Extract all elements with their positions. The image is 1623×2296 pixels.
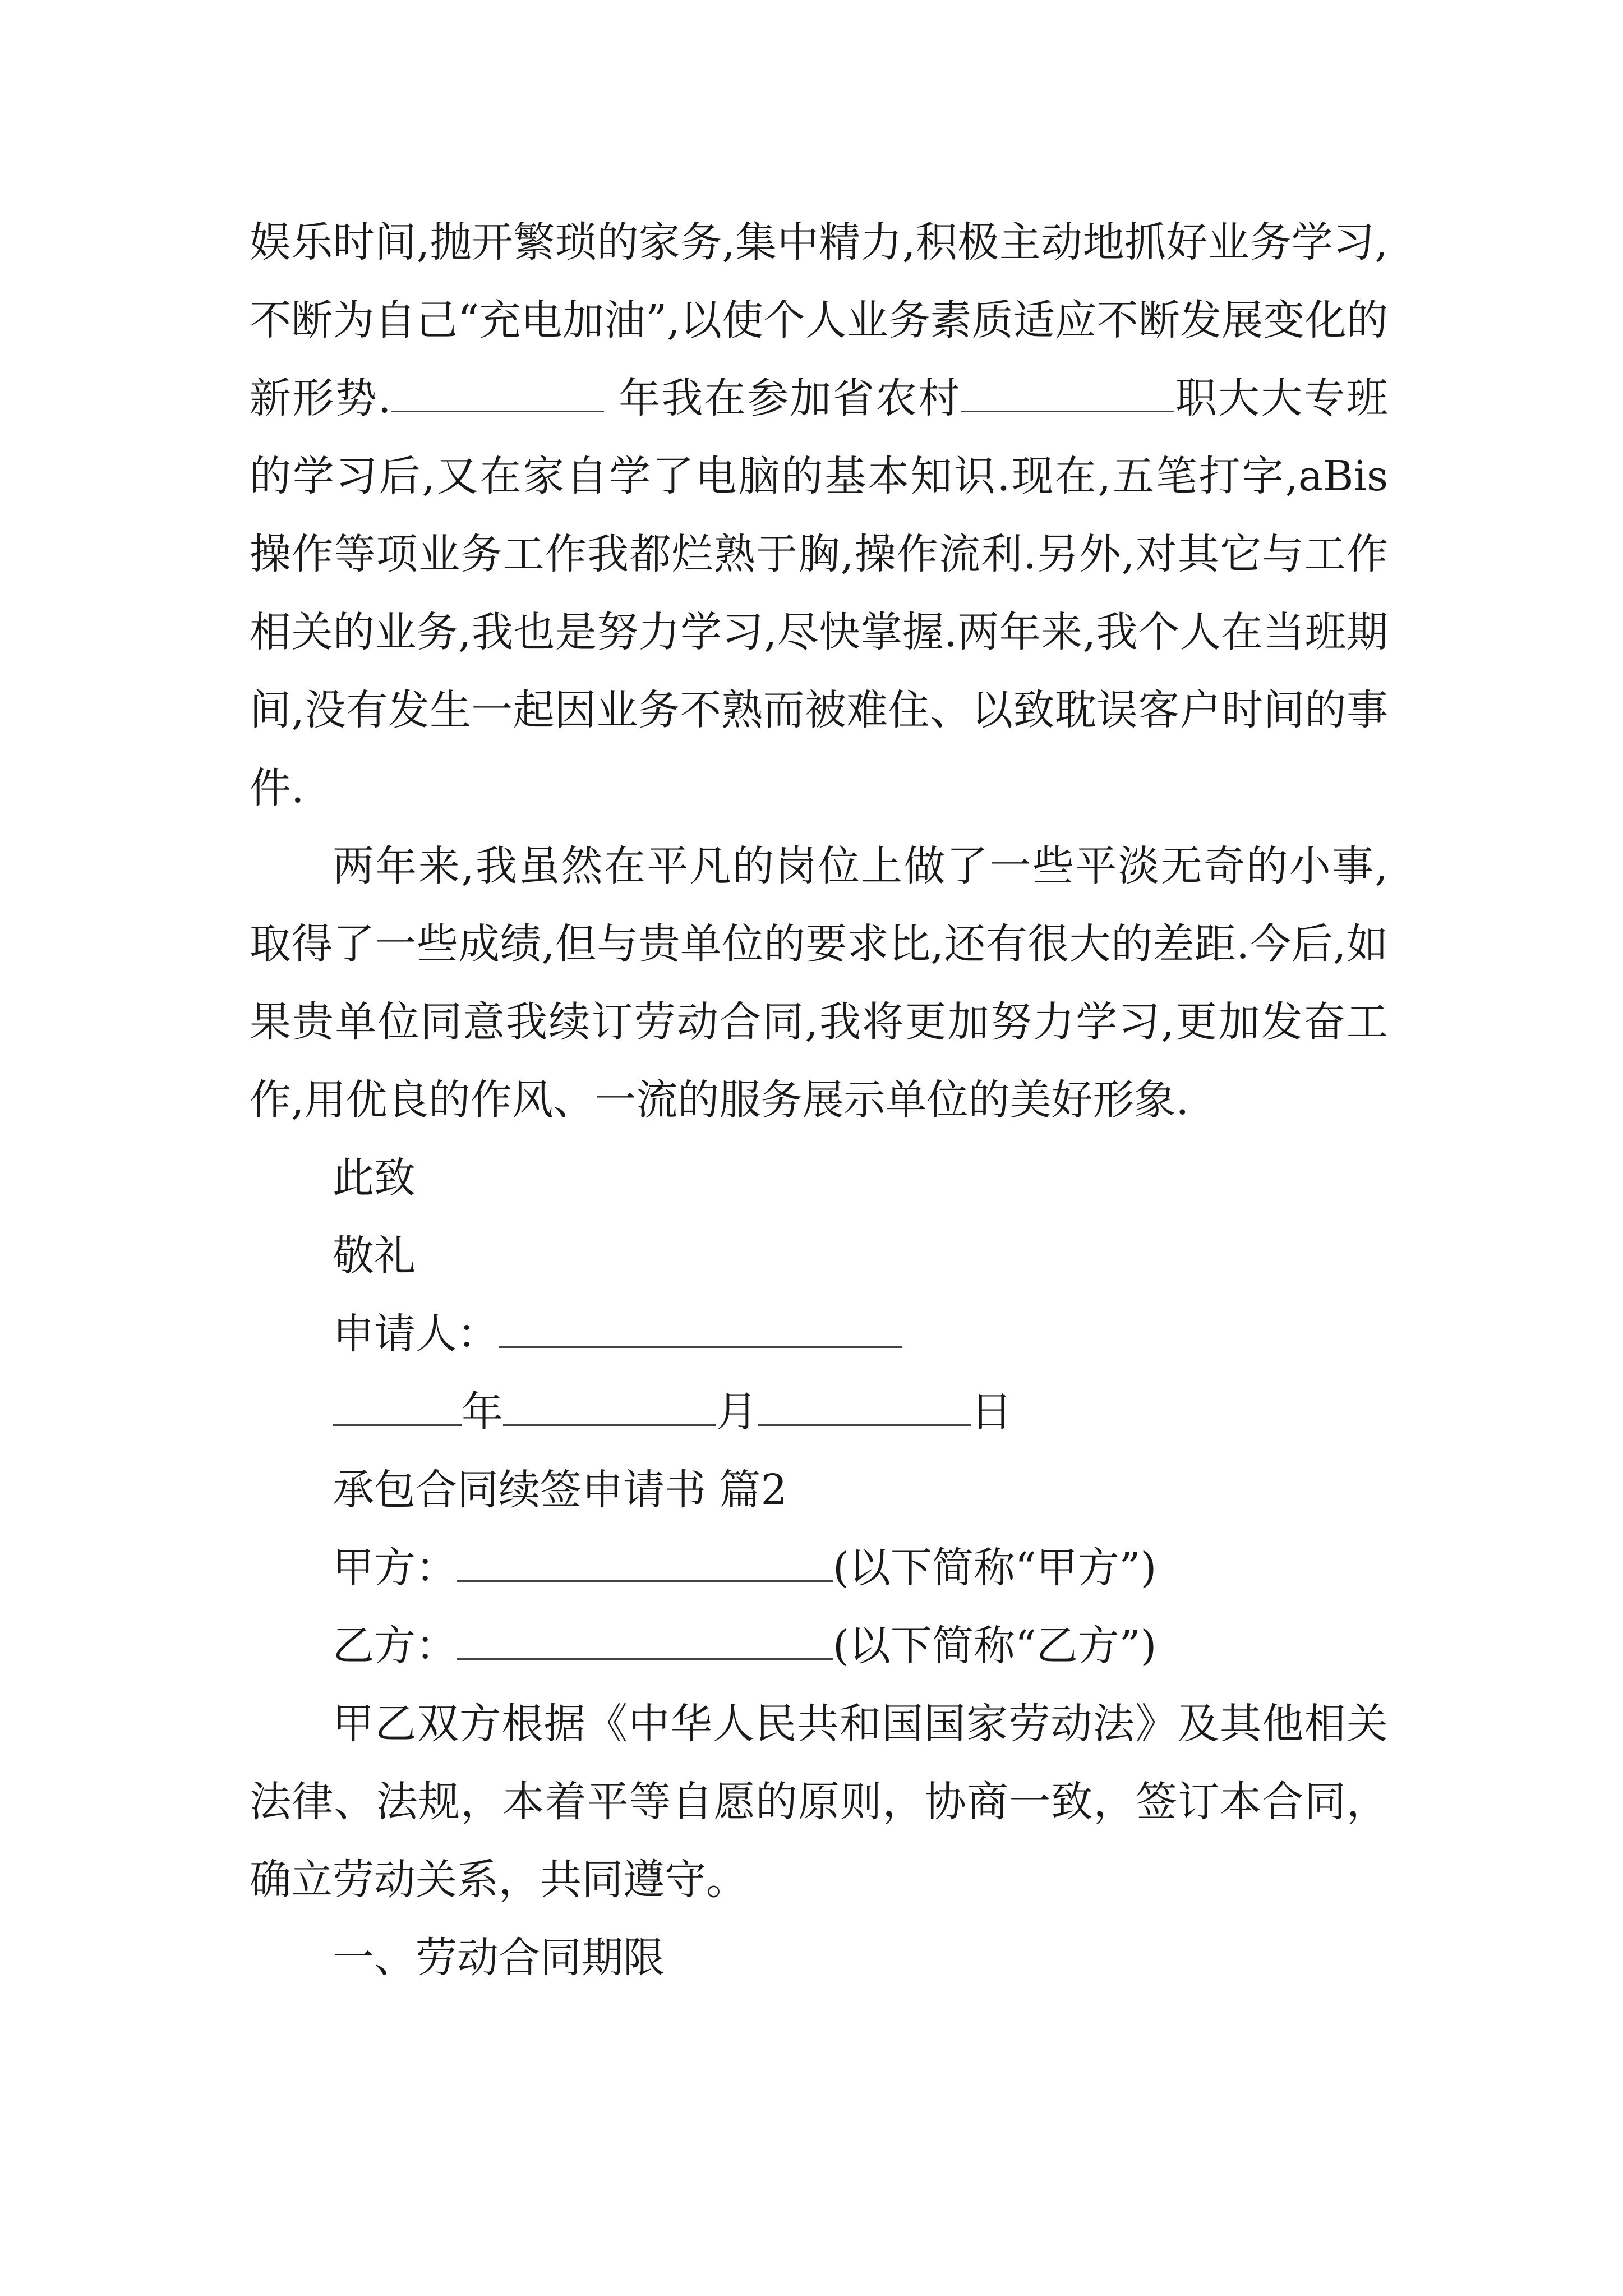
school-blank <box>961 371 1174 412</box>
party-a-blank <box>457 1541 833 1582</box>
paragraph-self-study-part2: 年我在参加省农村 <box>604 374 961 422</box>
paragraph-self-study-part3: 职大大专班的学习后,又在家自学了电脑的基本知识.现在,五笔打字,aBis操作等项业务工作我都烂熟于胸,操作流利.另外,对其它与工作相关的业务,我也是努力学习,尽快掌握.两年来,我个人在当班期间,没有发生一起因业务不熟而被难住、以致耽误客户时间的事件. <box>250 374 1388 812</box>
closing-salutation: 此致 <box>333 1154 416 1202</box>
applicant-label: 申请人： <box>333 1310 499 1358</box>
applicant-signature-blank <box>499 1307 902 1348</box>
date-month-blank <box>503 1385 716 1426</box>
paragraph-contract-basis: 甲乙双方根据《中华人民共和国国家劳动法》及其他相关法律、法规，本着平等自愿的原则，协商一致，签订本合同，确立劳动关系，共同遵守。 <box>250 1700 1388 1904</box>
paragraph-self-study-part1: 娱乐时间,抛开繁琐的家务,集中精力,积极主动地抓好业务学习,不断为自己“充电加油”,以使个人业务素质适应不断发展变化的新形势. <box>250 218 1388 422</box>
date-day-blank <box>758 1385 971 1426</box>
year-blank <box>391 371 604 412</box>
paragraph-future-commitment: 两年来,我虽然在平凡的岗位上做了一些平淡无奇的小事,取得了一些成绩,但与贵单位的要求比,还有很大的差距.今后,如果贵单位同意我续订劳动合同,我将更加努力学习,更加发奋工作,用优良的作风、一流的服务展示单位的美好形象. <box>250 842 1388 1124</box>
document-body <box>250 204 1388 1997</box>
party-a-line <box>250 1529 1388 1607</box>
party-b-line <box>250 1607 1388 1685</box>
party-a-label: 甲方： <box>333 1544 457 1592</box>
heading-contract-term: 一、劳动合同期限 <box>333 1934 665 1982</box>
section-title: 承包合同续签申请书 篇2 <box>333 1466 787 1514</box>
date-month-label: 月 <box>716 1388 758 1436</box>
party-b-label: 乙方： <box>333 1622 457 1670</box>
date-year-blank <box>333 1385 462 1426</box>
date-day-label: 日 <box>971 1388 1012 1436</box>
closing-regards: 敬礼 <box>333 1232 416 1280</box>
date-line <box>250 1373 1388 1451</box>
applicant-line <box>250 1295 1388 1373</box>
party-b-suffix: (以下简称“乙方”) <box>833 1622 1157 1670</box>
date-year-label: 年 <box>462 1388 503 1436</box>
paragraph-self-study <box>250 204 1388 827</box>
party-b-blank <box>457 1619 833 1660</box>
party-a-suffix: (以下简称“甲方”) <box>833 1544 1157 1592</box>
